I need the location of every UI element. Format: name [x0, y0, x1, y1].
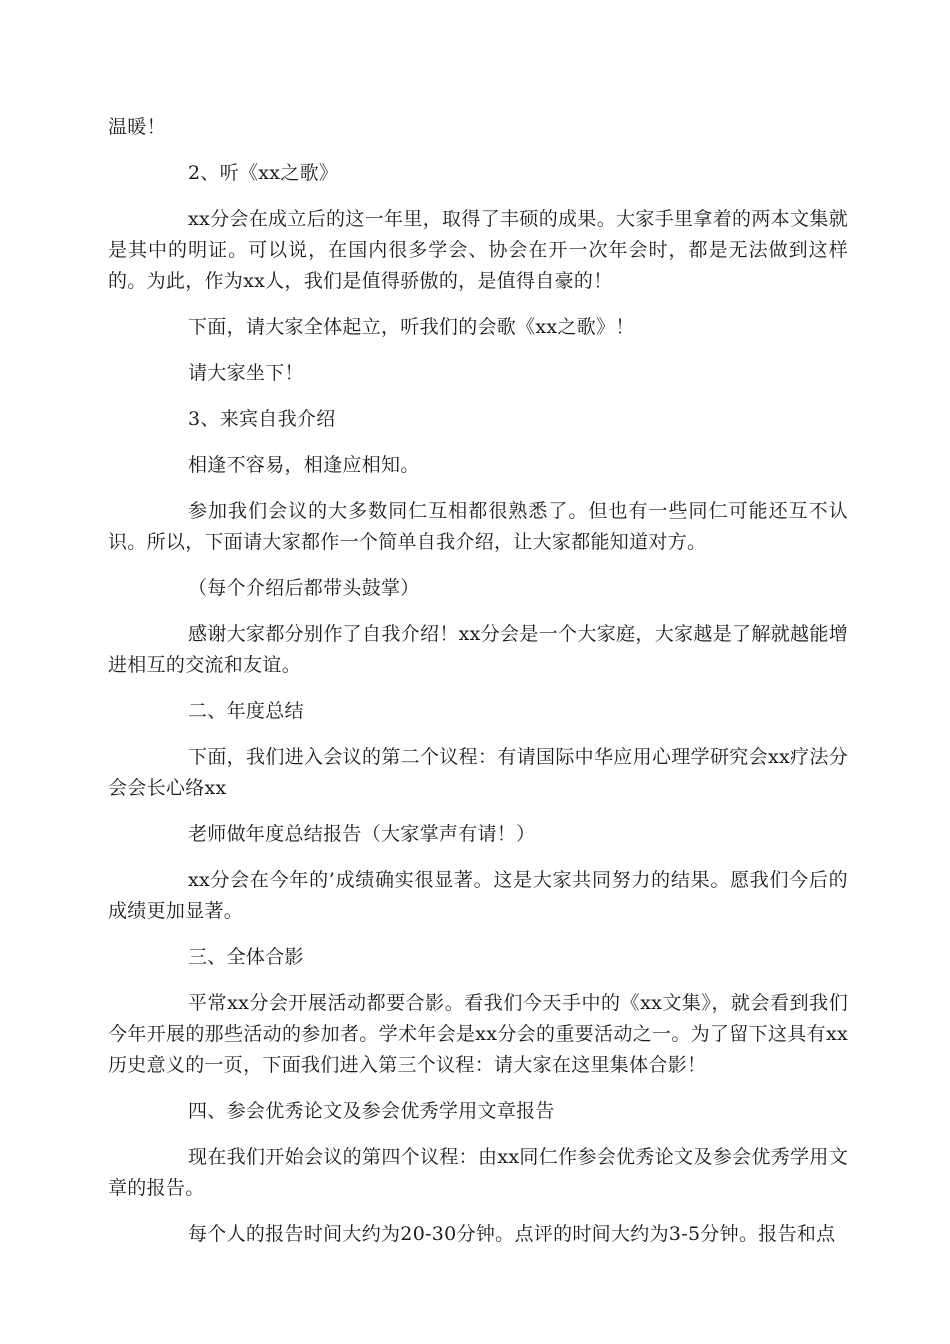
paragraph-meeting: 相逢不容易，相逢应相知。: [188, 454, 420, 476]
paragraph-stand-up: 下面，请大家全体起立，听我们的会歌《xx之歌》！: [188, 316, 635, 338]
paragraph-thanks: 感谢大家都分别作了自我介绍！xx分会是一个大家庭，大家越是了解就越能增进相互的交流和友谊。: [108, 623, 848, 676]
document-page: [108, 112, 848, 1250]
heading-annual-summary: 二、年度总结: [188, 700, 304, 722]
heading-song: 2、听《xx之歌》: [188, 162, 339, 184]
paragraph-agenda-two: 下面，我们进入会议的第二个议程：有请国际中华应用心理学研究会xx疗法分会会长心络xx: [108, 746, 848, 799]
paragraph-applause-note: （每个介绍后都带头鼓掌）: [188, 577, 420, 599]
heading-papers-report: 四、参会优秀论文及参会优秀学用文章报告: [188, 1100, 555, 1122]
paragraph-report-invite: 老师做年度总结报告（大家掌声有请！）: [188, 823, 536, 845]
paragraph-closing: 温暖！: [108, 116, 166, 138]
heading-group-photo: 三、全体合影: [188, 946, 304, 968]
paragraph-self-intro: 参加我们会议的大多数同仁互相都很熟悉了。但也有一些同仁可能还互不认识。所以，下面请大家都作一个简单自我介绍，让大家都能知道对方。: [108, 500, 848, 553]
paragraph-achievements: xx分会在成立后的这一年里，取得了丰硕的成果。大家手里拿着的两本文集就是其中的明证。可以说，在国内很多学会、协会在开一次年会时，都是无法做到这样的。为此，作为xx人，我们是值得骄傲的，是值得自豪的！: [108, 208, 848, 292]
paragraph-report-time: 每个人的报告时间大约为20-30分钟。点评的时间大约为3-5分钟。报告和点: [188, 1223, 836, 1245]
paragraph-sit-down: 请大家坐下！: [188, 362, 304, 384]
paragraph-results: xx分会在今年的’成绩确实很显著。这是大家共同努力的结果。愿我们今后的成绩更加显著。: [108, 869, 848, 922]
paragraph-agenda-four: 现在我们开始会议的第四个议程：由xx同仁作参会优秀论文及参会优秀学用文章的报告。: [108, 1146, 848, 1199]
heading-introductions: 3、来宾自我介绍: [188, 408, 336, 430]
paragraph-photo: 平常xx分会开展活动都要合影。看我们今天手中的《xx文集》，就会看到我们今年开展的那些活动的参加者。学术年会是xx分会的重要活动之一。为了留下这具有xx历史意义的一页，下面我们进入第三个议程：请大家在这里集体合影！: [108, 992, 848, 1076]
